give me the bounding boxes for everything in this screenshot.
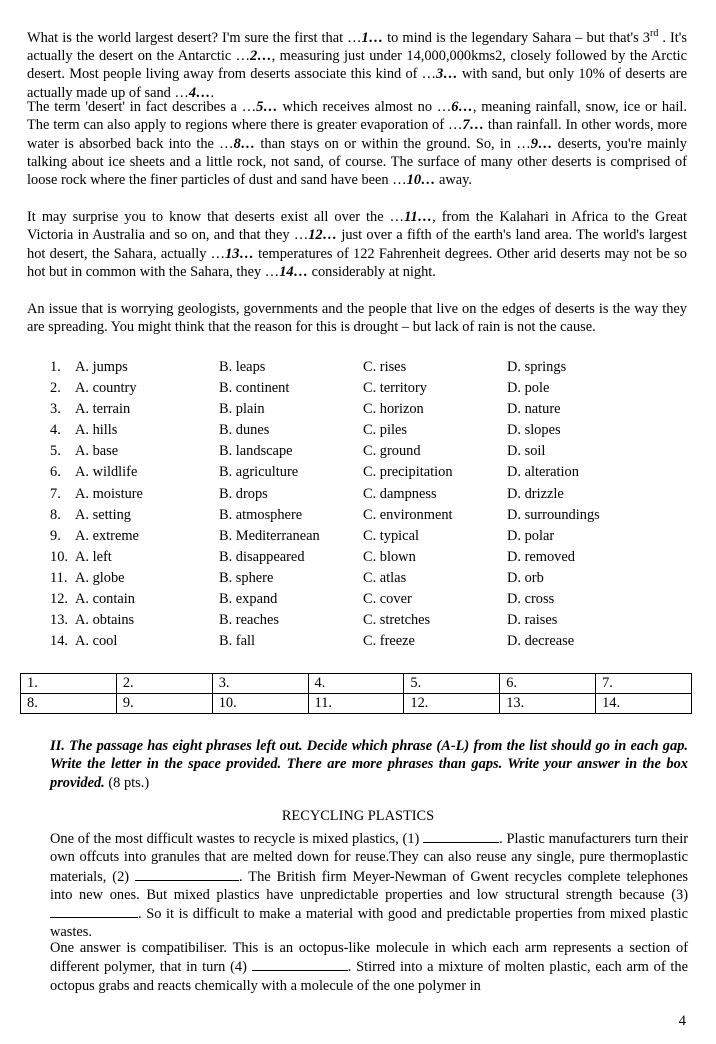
option-a: A. setting: [75, 506, 131, 523]
passage-paragraph-3: It may surprise you to know that deserts exist all over the …11…, from the Kalahari in Africa to the Great Victoria in Australia and so on, and that they …12… just over a fifth of the earth's land area. The world's largest hot desert, the Sahara, actually …13… temperatures of 122 Fahrenheit degrees. Other arid deserts may not be so hot but in common with the Sahara, they …14… considerably at night.: [27, 209, 688, 280]
option-c: C. freeze: [363, 633, 415, 650]
superscript: rd: [649, 28, 659, 39]
answer-cell[interactable]: 2.: [116, 674, 212, 694]
option-c: C. typical: [363, 527, 419, 544]
answer-cell[interactable]: 1.: [21, 674, 117, 694]
option-row: [50, 441, 690, 462]
option-a: A. cool: [75, 633, 118, 650]
answer-cell[interactable]: 7.: [596, 674, 692, 694]
answer-cell[interactable]: 4.: [308, 674, 404, 694]
question-number: 12.: [50, 591, 68, 608]
recycling-paragraph-1: One of the most difficult wastes to recycle is mixed plastics, (1) . Plastic manufacturers turn their own offcuts into granules that are melted down for reuse.They can also reuse any single, pure thermoplastic materials, (2) . The British firm Meyer-Newman of Gwent recycles complete telephones into new ones. But mixed plastics have unpredictable properties and low structural strength because (3) . So it is difficult to make a material with good and predictable properties from mixed plastic wastes.: [50, 831, 688, 941]
option-d: D. drizzle: [507, 485, 564, 502]
answer-cell[interactable]: 6.: [500, 674, 596, 694]
option-a: A. country: [75, 380, 137, 397]
question-number: 6.: [50, 464, 61, 481]
answer-cell[interactable]: 14.: [596, 694, 692, 714]
option-row: [50, 462, 690, 483]
option-d: D. cross: [507, 591, 555, 608]
option-b: B. disappeared: [219, 548, 305, 565]
option-c: C. environment: [363, 506, 453, 523]
option-row: [50, 547, 690, 568]
recycling-paragraph-2: One answer is compatibiliser. This is an octopus-like molecule in which each arm represents a section of different polymer, that in turn (4) . Stirred into a mixture of molten plastic, each arm of the octopus grabs and reacts chemically with a molecule of the one polymer in: [50, 940, 688, 994]
answer-table: [20, 673, 692, 714]
option-b: B. plain: [219, 401, 265, 418]
question-number: 14.: [50, 633, 68, 650]
question-number: 9.: [50, 527, 61, 544]
option-a: A. obtains: [75, 612, 135, 629]
option-b: B. reaches: [219, 612, 279, 629]
option-b: B. Mediterranean: [219, 527, 320, 544]
gap-6: 6…: [451, 99, 473, 115]
option-b: B. atmosphere: [219, 506, 303, 523]
option-c: C. cover: [363, 591, 412, 608]
answer-cell[interactable]: 8.: [21, 694, 117, 714]
passage-title: RECYCLING PLASTICS: [281, 808, 435, 824]
option-d: D. removed: [507, 548, 575, 565]
question-number: 4.: [50, 422, 61, 439]
gap-7: 7…: [462, 117, 484, 134]
option-d: D. soil: [507, 443, 546, 460]
option-b: B. fall: [219, 633, 255, 650]
option-c: C. blown: [363, 548, 416, 565]
passage-paragraph-1: What is the world largest desert? I'm sure the first that …1… to mind is the legendary Sahara – but that's 3rd . It's actually the desert on the Antarctic …2…, measuring just under 14,000,000kms2, closely followed by the Arctic desert. Most people living away from deserts associate this kind of …3… with sand, but only 10% of deserts are actually made up of sand …4….: [27, 28, 687, 101]
question-number: 8.: [50, 506, 61, 523]
option-d: D. springs: [507, 359, 567, 375]
option-d: D. raises: [507, 612, 558, 629]
answer-row-2: [21, 694, 692, 714]
option-row: [50, 526, 690, 547]
gap-10: 10…: [406, 172, 436, 189]
gap-2: 2…: [250, 48, 272, 65]
passage-paragraph-4: An issue that is worrying geologists, governments and the people that live on the edges of deserts is the way they are spreading. You might think that the reason for this is drought – but lack of rain is not the cause.: [27, 301, 687, 336]
answer-cell[interactable]: 13.: [500, 694, 596, 714]
gap-9: 9…: [530, 135, 553, 152]
option-row: [50, 399, 690, 420]
answer-blank-2[interactable]: [135, 867, 239, 881]
answer-blank-4[interactable]: [252, 957, 348, 971]
option-a: A. wildlife: [75, 464, 138, 481]
option-c: C. territory: [363, 380, 427, 397]
answer-cell[interactable]: 5.: [404, 674, 500, 694]
answer-cell[interactable]: 3.: [212, 674, 308, 694]
option-row: [50, 378, 690, 399]
question-number: 11.: [50, 569, 68, 586]
option-a: A. hills: [75, 422, 118, 439]
option-b: B. continent: [219, 380, 290, 397]
points: (8 pts.): [108, 774, 150, 791]
option-b: B. agriculture: [219, 464, 299, 481]
question-number: 3.: [50, 401, 61, 418]
gap-5: 5…: [256, 99, 278, 115]
option-a: A. contain: [75, 591, 135, 608]
option-b: B. landscape: [219, 443, 293, 460]
option-d: D. slopes: [507, 422, 561, 439]
page-number: 4: [678, 1013, 686, 1029]
option-row: [50, 631, 690, 652]
question-number: 2.: [50, 380, 61, 397]
option-a: A. left: [75, 548, 112, 565]
option-d: D. pole: [507, 380, 550, 397]
option-b: B. leaps: [219, 359, 266, 375]
question-number: 1.: [50, 359, 61, 375]
gap-4: 4…: [188, 84, 211, 101]
option-d: D. orb: [507, 569, 544, 586]
option-row: [50, 505, 690, 526]
option-a: A. base: [75, 443, 119, 460]
answer-row-1: [21, 674, 692, 694]
option-row: [50, 484, 690, 505]
answer-cell[interactable]: 11.: [308, 694, 404, 714]
option-a: A. moisture: [75, 485, 143, 502]
gap-13: 13…: [225, 245, 254, 262]
option-a: A. extreme: [75, 527, 139, 544]
answer-cell[interactable]: 12.: [404, 694, 500, 714]
option-c: C. rises: [363, 359, 407, 375]
options-list: [50, 357, 690, 652]
option-row: [50, 420, 690, 441]
option-d: D. nature: [507, 401, 561, 418]
question-number: 7.: [50, 485, 61, 502]
option-b: B. expand: [219, 591, 278, 608]
option-c: C. ground: [363, 443, 421, 460]
gap-14: 14…: [279, 263, 308, 280]
option-d: D. decrease: [507, 633, 575, 650]
question-number: 10.: [50, 548, 68, 565]
option-c: C. atlas: [363, 569, 407, 586]
question-number: 5.: [50, 443, 61, 460]
option-a: A. terrain: [75, 401, 131, 418]
option-b: B. sphere: [219, 569, 274, 586]
option-d: D. alteration: [507, 464, 579, 481]
gap-12: 12…: [308, 227, 338, 244]
option-c: C. stretches: [363, 612, 431, 629]
gap-3: 3…: [436, 66, 458, 83]
option-row: [50, 568, 690, 589]
option-d: D. surroundings: [507, 506, 600, 523]
option-d: D. polar: [507, 527, 555, 544]
answer-blank-3[interactable]: [50, 904, 138, 918]
option-b: B. dunes: [219, 422, 270, 439]
option-row: [50, 357, 690, 378]
option-row: [50, 589, 690, 610]
gap-1: 1…: [361, 29, 384, 46]
gap-11: 11…: [404, 209, 433, 225]
question-number: 13.: [50, 612, 68, 629]
option-a: A. jumps: [75, 359, 128, 375]
option-a: A. globe: [75, 569, 125, 586]
option-c: C. dampness: [363, 485, 437, 502]
option-row: [50, 610, 690, 631]
answer-blank-1[interactable]: [423, 829, 499, 843]
answer-cell[interactable]: 9.: [116, 694, 212, 714]
option-c: C. horizon: [363, 401, 424, 418]
gap-8: 8…: [233, 135, 256, 152]
option-c: C. piles: [363, 422, 407, 439]
answer-cell[interactable]: 10.: [212, 694, 308, 714]
option-c: C. precipitation: [363, 464, 453, 481]
option-b: B. drops: [219, 485, 268, 502]
passage-paragraph-2: The term 'desert' in fact describes a …5… which receives almost no …6…, meaning rainfall, snow, ice or hail. The term can also apply to regions where there is greater evaporation of …7… than rainfall. In other words, more water is absorbed back into the …8… than stays on or within the ground. So, in …9… deserts, you're mainly talking about ice sheets and a little rock, not sand, of course. The surface of many other deserts is comprised of loose rock where the finer particles of dust and sand have been …10… away.: [27, 99, 688, 189]
section-2-instruction: II. The passage has eight phrases left out. Decide which phrase (A-L) from the list should go in each gap. Write the letter in the space provided. There are more phrases than gaps. Write your answer in the box provided. (8 pts.): [50, 738, 688, 791]
